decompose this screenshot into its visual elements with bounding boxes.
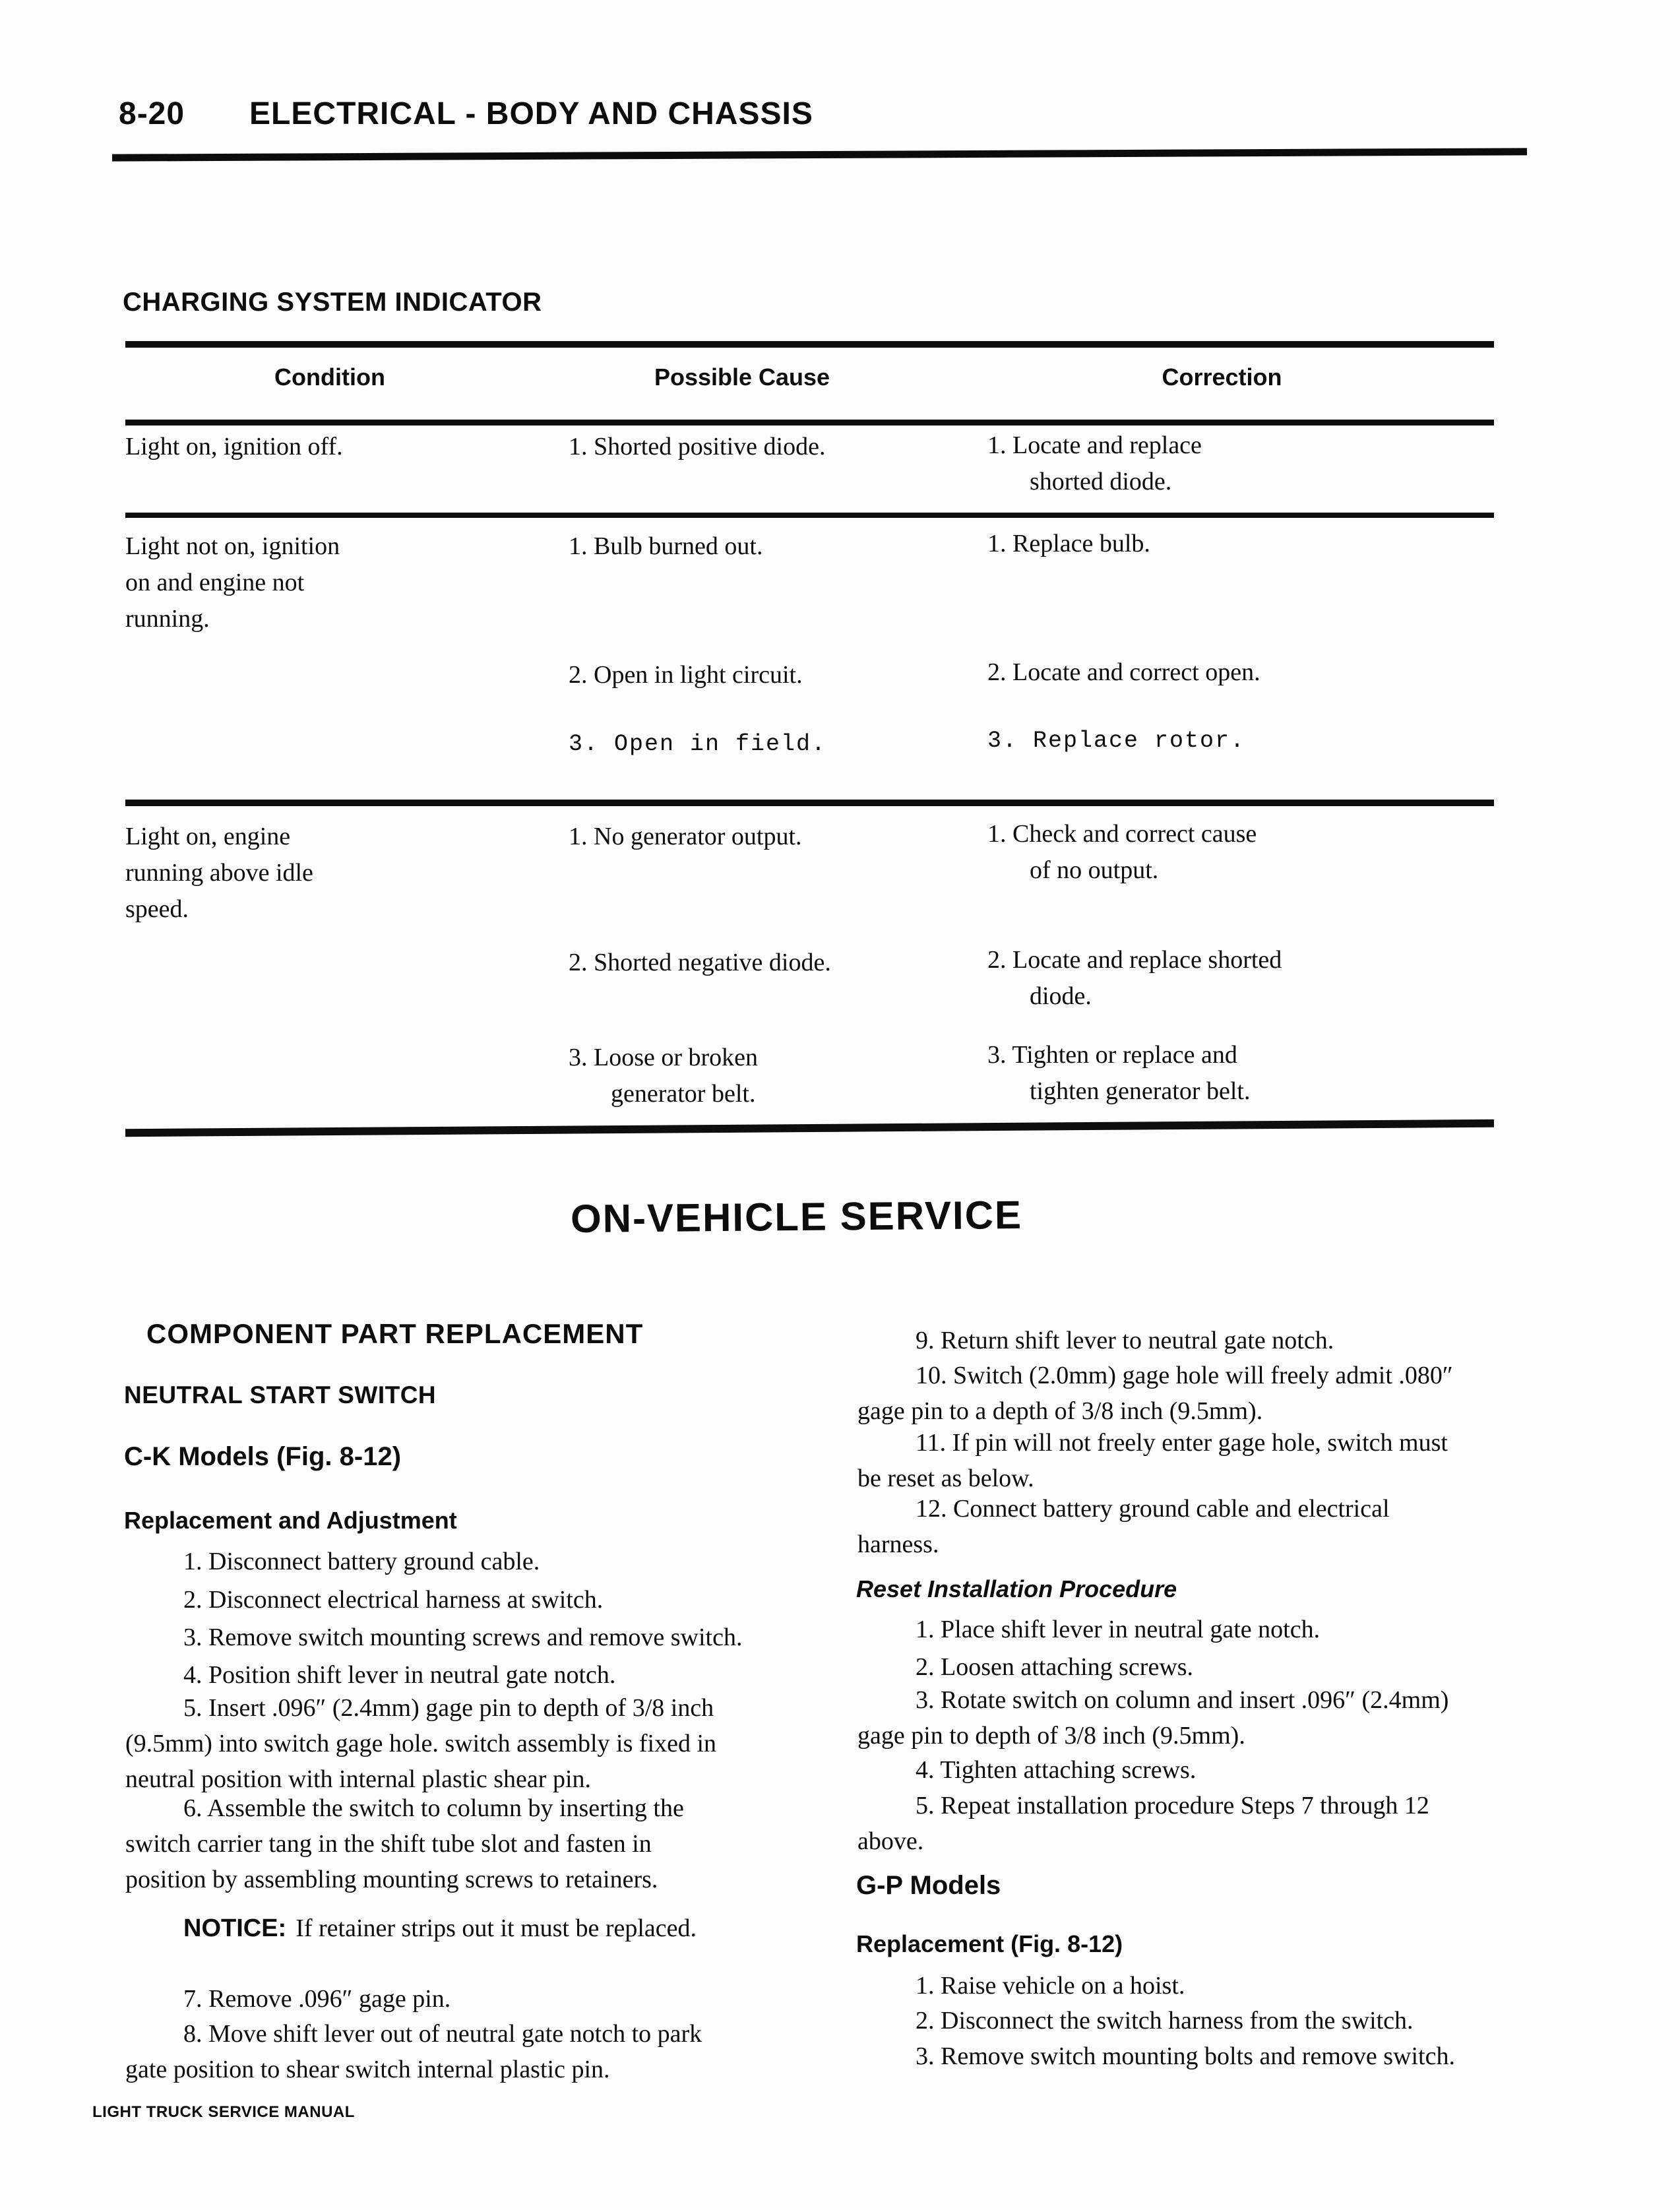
replacement-adjustment-heading: Replacement and Adjustment — [124, 1507, 457, 1534]
step-item — [125, 2016, 702, 2087]
correction-item — [987, 942, 1282, 1015]
correction-line: tighten generator belt. — [1030, 1077, 1251, 1105]
table-rule-row2 — [125, 800, 1494, 806]
step-item — [125, 1620, 742, 1655]
condition-cell — [125, 819, 313, 928]
correction-item — [987, 816, 1257, 889]
page-number: 8-20 — [119, 96, 185, 131]
step-item — [857, 1425, 1448, 1496]
correction-line: 1. Locate and replace — [987, 431, 1202, 459]
component-part-replacement-heading: COMPONENT PART REPLACEMENT — [146, 1318, 644, 1349]
step-item — [857, 1788, 1429, 1859]
step-line: switch carrier tang in the shift tube slot and fasten in — [125, 1830, 652, 1858]
cause-item — [569, 528, 762, 565]
step-item — [125, 1790, 684, 1897]
page-title: ELECTRICAL - BODY AND CHASSIS — [249, 96, 813, 131]
table-rule-under-header — [125, 420, 1494, 426]
correction-line: 3. Replace rotor. — [987, 728, 1246, 754]
condition-line: running above idle — [125, 859, 313, 887]
step-line: 3. Rotate switch on column and insert .096″ (2.4mm) — [916, 1686, 1449, 1714]
step-item — [125, 1690, 716, 1797]
step-item — [125, 1657, 615, 1693]
step-line: 5. Repeat installation procedure Steps 7 through 12 — [916, 1792, 1429, 1819]
step-line: 3. Remove switch mounting screws and remove switch. — [183, 1624, 743, 1651]
cause-item — [569, 1040, 758, 1112]
correction-line: of no output. — [1030, 856, 1159, 884]
ck-models-heading: C-K Models (Fig. 8-12) — [124, 1442, 402, 1471]
step-line: 2. Disconnect electrical harness at switch. — [183, 1586, 604, 1614]
step-item — [857, 1649, 1193, 1685]
step-item — [857, 1323, 1334, 1358]
neutral-start-switch-heading: NEUTRAL START SWITCH — [124, 1381, 437, 1408]
step-line: above. — [857, 1827, 924, 1855]
step-line: 2. Disconnect the switch harness from the switch. — [916, 2007, 1414, 2035]
step-item — [857, 1682, 1448, 1753]
correction-line: 1. Replace bulb. — [987, 530, 1150, 557]
table-rule-row1 — [125, 513, 1494, 518]
step-line: 1. Place shift lever in neutral gate notch. — [916, 1616, 1321, 1643]
condition-line: Light not on, ignition — [125, 532, 340, 560]
correction-line: diode. — [1030, 982, 1092, 1010]
step-item — [857, 1752, 1196, 1788]
notice — [125, 1910, 697, 1946]
step-line: 12. Connect battery ground cable and electrical — [916, 1495, 1390, 1523]
step-line: 11. If pin will not freely enter gage hole, switch must — [916, 1429, 1448, 1457]
step-line: (9.5mm) into switch gage hole. switch assembly is fixed in — [125, 1730, 717, 1757]
cause-line: generator belt. — [611, 1080, 756, 1108]
gp-replacement-heading: Replacement (Fig. 8-12) — [856, 1930, 1123, 1957]
correction-line: 2. Locate and correct open. — [987, 658, 1260, 686]
step-line: 2. Loosen attaching screws. — [916, 1653, 1194, 1681]
correction-item — [987, 1037, 1251, 1110]
cause-item — [569, 726, 826, 763]
step-line: gage pin to a depth of 3/8 inch (9.5mm). — [857, 1397, 1263, 1425]
table-rule-top — [125, 341, 1494, 348]
step-item — [857, 1358, 1453, 1429]
correction-item — [987, 427, 1202, 500]
step-line: 9. Return shift lever to neutral gate notch. — [916, 1327, 1334, 1354]
condition-line: Light on, ignition off. — [125, 433, 343, 460]
step-line: 3. Remove switch mounting bolts and remove switch. — [916, 2042, 1455, 2070]
cause-line: 1. Shorted positive diode. — [569, 433, 826, 460]
step-line: gage pin to depth of 3/8 inch (9.5mm). — [857, 1722, 1245, 1750]
condition-line: running. — [125, 605, 210, 633]
table-rule-bottom — [125, 1120, 1494, 1137]
condition-line: Light on, engine — [125, 823, 291, 850]
cause-item — [569, 945, 831, 981]
step-line: gate position to shear switch internal plastic pin. — [125, 2056, 610, 2083]
step-item — [857, 2038, 1455, 2074]
step-item — [125, 1981, 451, 2017]
cause-item — [569, 819, 802, 855]
step-line: 8. Move shift lever out of neutral gate notch to park — [183, 2020, 702, 2048]
header-rule — [112, 148, 1527, 161]
step-line: 1. Raise vehicle on a hoist. — [916, 1972, 1185, 2000]
step-line: neutral position with internal plastic shear pin. — [125, 1765, 592, 1793]
cause-line: 2. Shorted negative diode. — [569, 949, 831, 976]
service-heading: ON-VEHICLE SERVICE — [570, 1193, 1023, 1241]
step-line: 5. Insert .096″ (2.4mm) gage pin to depth of 3/8 inch — [183, 1694, 714, 1722]
cause-line: 2. Open in light circuit. — [569, 661, 803, 689]
correction-line: shorted diode. — [1030, 468, 1172, 495]
cause-item — [569, 429, 825, 465]
correction-line: 1. Check and correct cause — [987, 820, 1257, 848]
cause-line: 3. Loose or broken — [569, 1044, 759, 1071]
table-header-condition: Condition — [274, 363, 385, 391]
step-item — [857, 1612, 1320, 1647]
notice-text: If retainer strips out it must be replaced. — [296, 1914, 697, 1942]
step-item — [125, 1544, 540, 1579]
cause-line: 1. Bulb burned out. — [569, 532, 763, 560]
table-header-possible-cause: Possible Cause — [654, 363, 830, 391]
cause-item — [569, 657, 803, 693]
step-item — [857, 1968, 1185, 2004]
cause-line: 3. Open in field. — [569, 731, 827, 757]
condition-line: speed. — [125, 895, 189, 923]
condition-cell — [125, 528, 340, 637]
correction-item — [987, 654, 1260, 691]
footer-label: LIGHT TRUCK SERVICE MANUAL — [92, 2103, 355, 2121]
step-item — [125, 1582, 603, 1618]
gp-models-heading: G-P Models — [856, 1871, 1001, 1900]
condition-cell — [125, 429, 343, 465]
step-item — [857, 2003, 1414, 2038]
notice-label: NOTICE: — [183, 1914, 287, 1942]
correction-line: 2. Locate and replace shorted — [987, 946, 1282, 974]
step-line: position by assembling mounting screws to retainers. — [125, 1866, 658, 1893]
correction-item — [987, 723, 1245, 759]
correction-line: 3. Tighten or replace and — [987, 1041, 1237, 1069]
correction-item — [987, 526, 1150, 562]
step-item — [857, 1491, 1390, 1562]
condition-line: on and engine not — [125, 569, 305, 596]
step-line: harness. — [857, 1531, 939, 1558]
step-line: be reset as below. — [857, 1465, 1034, 1492]
step-line: 6. Assemble the switch to column by inserting the — [183, 1794, 684, 1822]
step-line: 10. Switch (2.0mm) gage hole will freely admit .080″ — [916, 1362, 1453, 1389]
step-line: 7. Remove .096″ gage pin. — [183, 1985, 451, 2013]
section-title: CHARGING SYSTEM INDICATOR — [123, 288, 542, 317]
reset-installation-heading: Reset Installation Procedure — [856, 1575, 1177, 1602]
step-line: 4. Tighten attaching screws. — [916, 1756, 1197, 1784]
step-line: 4. Position shift lever in neutral gate notch. — [183, 1661, 616, 1689]
table-header-correction: Correction — [1162, 363, 1282, 391]
cause-line: 1. No generator output. — [569, 823, 802, 850]
step-line: 1. Disconnect battery ground cable. — [183, 1548, 540, 1575]
